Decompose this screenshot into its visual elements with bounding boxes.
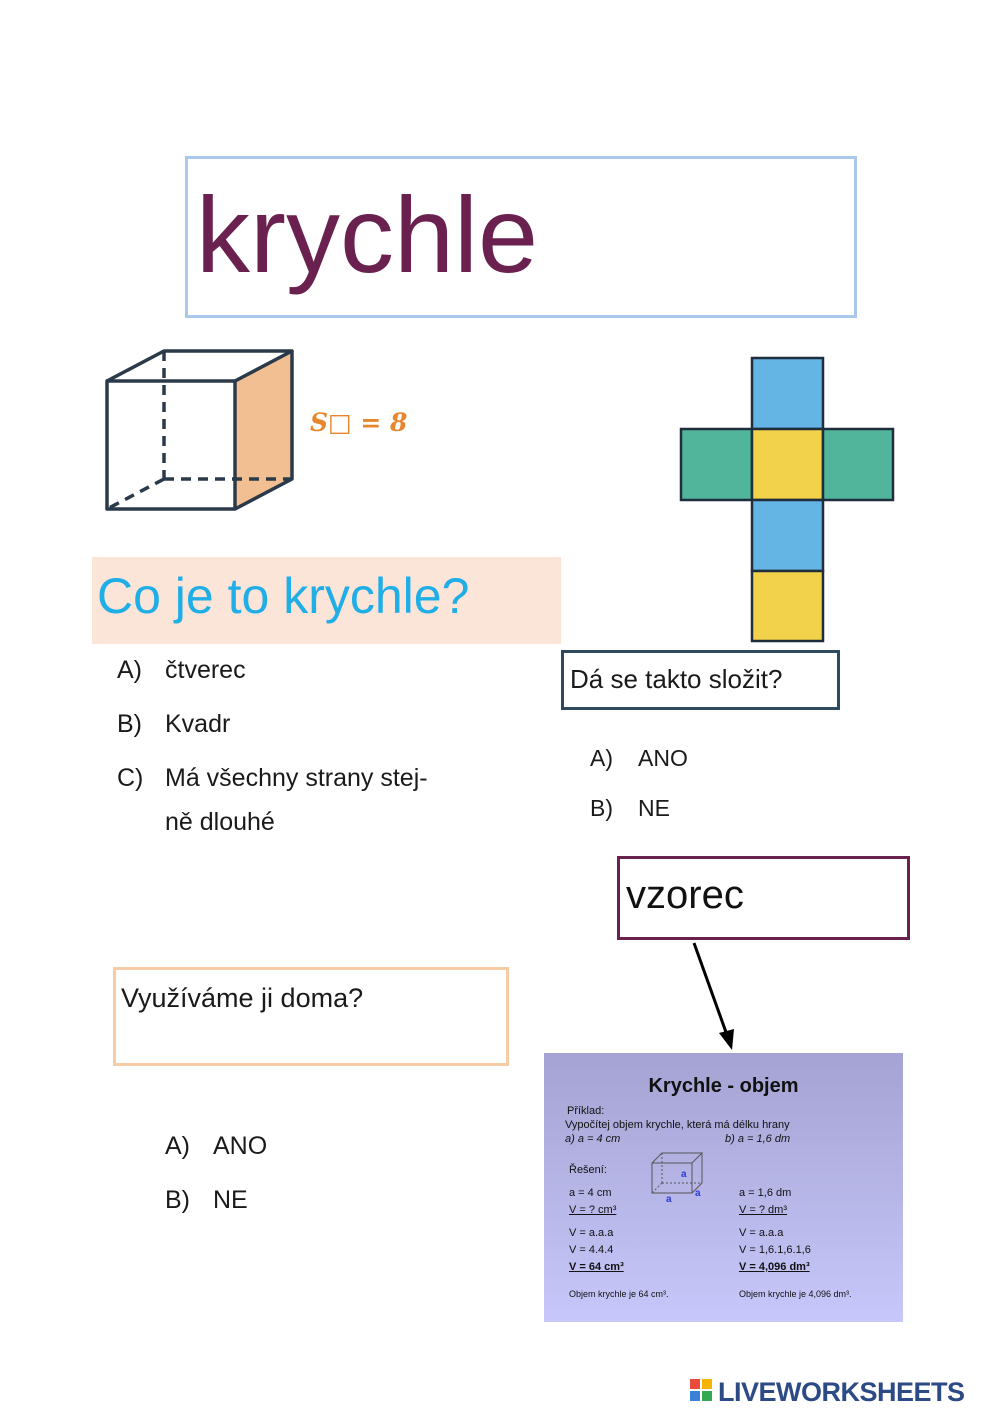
- liveworksheets-logo[interactable]: [690, 1377, 990, 1405]
- slide-task-b: b) a = 1,6 dm: [725, 1133, 791, 1145]
- slide-edge-label: a: [695, 1188, 701, 1199]
- option-key: A): [117, 656, 142, 684]
- net-top-face: [752, 358, 823, 429]
- question1-banner: [92, 557, 561, 644]
- option-text: ANO: [213, 1132, 268, 1160]
- liveworksheets-logo-icon: [690, 1379, 714, 1403]
- net-lower-face: [752, 500, 823, 571]
- slide-task-a: a) a = 4 cm: [565, 1133, 621, 1145]
- option-key: B): [590, 795, 613, 821]
- formula-slide: [544, 1053, 903, 1322]
- slide-edge-label: a: [666, 1194, 672, 1205]
- formula-box: [617, 856, 910, 940]
- option-text: NE: [638, 795, 670, 821]
- cube-net: [678, 355, 896, 645]
- question2-text: Dá se takto složit?: [570, 664, 783, 694]
- slide-solution-label: Řešení:: [569, 1164, 607, 1176]
- question1-option-b[interactable]: [117, 709, 230, 739]
- slide-left-conclusion: Objem krychle je 64 cm³.: [569, 1289, 669, 1299]
- arrow-icon: [685, 940, 745, 1055]
- question3-option-b[interactable]: [165, 1185, 248, 1215]
- question2-box: [561, 650, 840, 710]
- net-left-face: [681, 429, 752, 500]
- option-key: B): [165, 1186, 190, 1214]
- slide-left-line: a = 4 cm: [569, 1187, 612, 1199]
- option-key: A): [165, 1132, 190, 1160]
- page-title: krychle: [196, 174, 539, 295]
- question1-option-c-continued: [165, 807, 275, 837]
- option-text: NE: [213, 1186, 248, 1214]
- cube-face-label: S□ = 8: [310, 408, 408, 437]
- question2-option-b[interactable]: [590, 795, 670, 823]
- slide-left-line: V = 4.4.4: [569, 1244, 614, 1256]
- slide-left-line: V = ? cm³: [569, 1204, 617, 1216]
- question3-text: Využíváme ji doma?: [121, 983, 364, 1013]
- option-key: A): [590, 745, 613, 771]
- slide-example-label: Příklad:: [567, 1105, 605, 1117]
- option-text: čtverec: [165, 656, 246, 684]
- option-key: B): [117, 710, 142, 738]
- question1-text: Co je to krychle?: [97, 568, 470, 624]
- formula-label: vzorec: [626, 873, 744, 917]
- question1-option-a[interactable]: [117, 655, 246, 685]
- net-right-face: [823, 429, 893, 500]
- slide-right-line: V = 1,6.1,6.1,6: [739, 1244, 811, 1256]
- slide-edge-label: a: [681, 1169, 687, 1180]
- slide-left-line: V = a.a.a: [569, 1227, 614, 1239]
- option-key: C): [117, 764, 144, 792]
- question3-option-a[interactable]: [165, 1131, 267, 1161]
- option-text: Má všechny strany stej-: [165, 764, 428, 792]
- title-box: [185, 156, 857, 318]
- slide-left-result: V = 64 cm³: [569, 1261, 624, 1273]
- slide-task: Vypočítej objem krychle, která má délku hrany: [565, 1119, 790, 1131]
- slide-right-result: V = 4,096 dm³: [739, 1261, 810, 1273]
- slide-title: Krychle - objem: [648, 1075, 799, 1097]
- question1-option-c[interactable]: [117, 763, 428, 793]
- option-text: ANO: [638, 745, 688, 771]
- slide-right-line: V = a.a.a: [739, 1227, 784, 1239]
- slide-right-conclusion: Objem krychle je 4,096 dm³.: [739, 1289, 852, 1299]
- net-center-face: [752, 429, 823, 500]
- option-text: Kvadr: [165, 710, 231, 738]
- cube-illustration: [100, 345, 300, 517]
- liveworksheets-wordmark: LIVEWORKSHEETS: [718, 1377, 965, 1407]
- option-text: ně dlouhé: [165, 808, 275, 836]
- question3-box: [113, 967, 509, 1066]
- question2-option-a[interactable]: [590, 745, 688, 773]
- net-bottom-face: [752, 571, 823, 641]
- slide-right-line: V = ? dm³: [739, 1204, 787, 1216]
- slide-right-line: a = 1,6 dm: [739, 1187, 792, 1199]
